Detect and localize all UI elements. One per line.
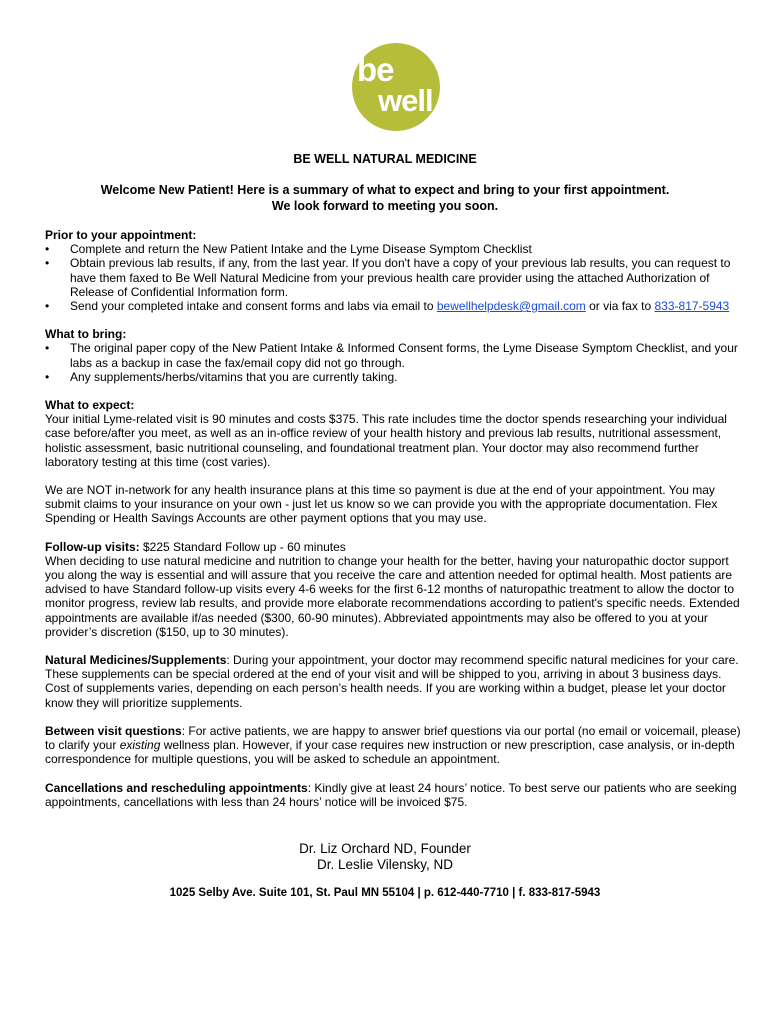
logo-word-well: well xyxy=(378,83,433,118)
expect-heading: What to expect: xyxy=(45,398,135,413)
bring-list xyxy=(45,341,745,384)
prior-item-3-mid: or via fax to xyxy=(585,299,655,314)
between-body-post: wellness plan. However, if your case requires new instruction or new prescription, case analysis, or in-depth correspondence for multiple questions, you will be asked to schedule an appointment. xyxy=(45,738,735,767)
prior-item-3 xyxy=(45,299,745,313)
followup-section xyxy=(45,540,745,554)
supplements-body: : During your appointment, your doctor may recommend specific natural medicines for your care. These supplements can be special ordered at the end of your visit and will be shipped to you, arriving in about 3 business days. Cost of supplements varies, depending on each person’s health needs. If you are working within a budget, please let your doctor know they will prioritize supplements. xyxy=(45,653,739,710)
expect-paragraph-1: Your initial Lyme-related visit is 90 minutes and costs $375. This rate includes time the doctor spends researching your individual case before/after you meet, as well as an in-office review of your health history and previous lab results, nutritional assessment, holistic assessment, basic nutritional counseling, and foundational treatment plan. Your doctor may also recommend further laboratory testing at this time (cost varies). xyxy=(45,412,727,469)
bring-heading: What to bring: xyxy=(45,327,127,342)
expect-paragraph-2: We are NOT in-network for any health insurance plans at this time so payment is due at the end of your appointment. You may submit claims to your insurance on your own - just let us know so we can provide you with the appropriate documentation. Flex Spending or Health Savings Accounts are other payment options that you may use. xyxy=(45,483,718,526)
welcome-line-1: Welcome New Patient! Here is a summary of what to expect and bring to your first appointment. xyxy=(100,183,670,197)
be-well-logo xyxy=(352,43,440,131)
cancel-heading: Cancellations and rescheduling appointments xyxy=(45,780,308,795)
prior-list xyxy=(45,242,745,313)
footer-address: 1025 Selby Ave. Suite 101, St. Paul MN 55104 | p. 612-440-7710 | f. 833-817-5943 xyxy=(169,887,601,899)
prior-item-2: • Obtain previous lab results, if any, from the last year. If you don't have a copy of your previous lab results, you can request to have them faxed to Be Well Natural Medicine from your previous health care provider using the attached Authorization of Release of Confidential Information form. xyxy=(45,256,745,299)
supplements-heading: Natural Medicines/Supplements xyxy=(45,653,227,668)
between-body-pre: : For active patients, we are happy to answer brief questions via our portal (no email or voicemail, please) to clarify your xyxy=(45,723,741,753)
between-heading: Between visit questions xyxy=(45,723,182,738)
fax-link[interactable]: 833-817-5943 xyxy=(654,299,730,314)
followup-heading: Follow-up visits: xyxy=(45,539,140,554)
bring-item-2: • Any supplements/herbs/vitamins that you are currently taking. xyxy=(45,370,745,384)
cancel-section xyxy=(45,781,745,809)
prior-heading: Prior to your appointment: xyxy=(45,228,197,242)
welcome-line-2: We look forward to meeting you soon. xyxy=(271,199,499,213)
prior-item-3-text: Send your completed intake and consent forms and labs via email to xyxy=(70,299,437,314)
signature-line-1: Dr. Liz Orchard ND, Founder xyxy=(299,841,471,856)
between-body-emphasis: existing xyxy=(119,738,161,753)
org-name-heading: BE WELL NATURAL MEDICINE xyxy=(293,152,477,166)
cancel-body: : Kindly give at least 24 hours’ notice. To best serve our patients who are seeking appointments, cancellations with less than 24 hours’ notice will be invoiced $75. xyxy=(45,780,737,809)
bring-item-1: • The original paper copy of the New Patient Intake & Informed Consent forms, the Lyme Disease Symptom Checklist, and your labs as a backup in case the fax/email copy did not go through. xyxy=(45,341,745,369)
between-section xyxy=(45,724,745,767)
logo-word-be: be xyxy=(357,51,394,88)
signature-line-2: Dr. Leslie Vilensky, ND xyxy=(316,857,454,872)
prior-item-1: • Complete and return the New Patient Intake and the Lyme Disease Symptom Checklist xyxy=(45,242,745,256)
supplements-section xyxy=(45,653,745,710)
followup-price: $225 Standard Follow up - 60 minutes xyxy=(139,539,346,554)
document-body xyxy=(45,228,745,809)
followup-body: When deciding to use natural medicine and nutrition to change your health for the better, having your naturopathic doctor support you along the way is essential and will assure that you receive the care and attention needed for optimal health. Most patients are advised to have Standard follow-up visits every 4-6 weeks for the first 6-12 months of naturopathic treatment to allow the doctor to monitor progress, review lab results, and provide more elaborate recommendations according to patient's specific needs. Extended appointments are available if/as needed ($300, 60-90 minutes). Abbreviated appointments may also be offered to you at your provider’s discretion ($150, up to 30 minutes). xyxy=(45,553,740,639)
email-link[interactable]: bewellhelpdesk@gmail.com xyxy=(436,299,586,314)
